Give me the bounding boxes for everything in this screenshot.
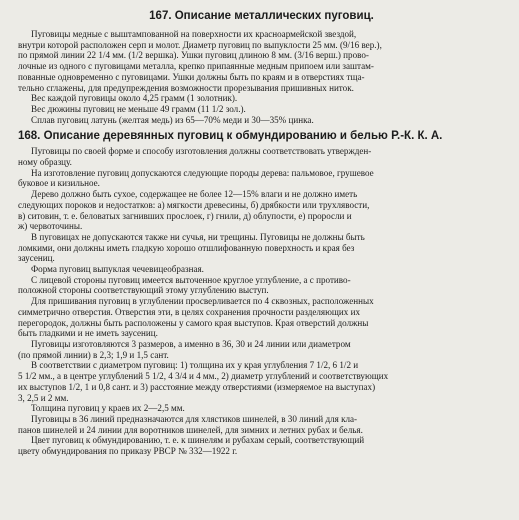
section-168-paragraph: В соответствии с диаметром пуговиц: 1) толщина их у края углубления 7 1/2, 6 1/2 и 5 1/2 мм., а в центре углублений 5 1/2, 4 3/4 и 4 мм., 2) диаметр углублений и соответствующих их выступов 1/2, 1 и 0,8 сант. и 3) расстояние между отверстиями (измеряемое на выступах) 3, 2,5 и 2 мм. — [18, 360, 389, 403]
section-167-paragraph: Сплав пуговиц латунь (желтая медь) из 65—70% меди и 30—35% цинка. — [31, 114, 314, 125]
section-168-paragraph: Цвет пуговиц к обмундированию, т. е. к шинелям и рубахам серый, соответствующий цвету обмундирования по приказу РВСР № 332—1922 г. — [18, 435, 365, 457]
section-168-paragraph: Для пришивания пуговиц в углублении просверливается по 4 сквозных, расположенных симметрично отверстия. Отверстия эти, в целях сохранения прочности разделяющих их перегородок, должны быть расположены у самого края выступов. Края отверстий должны быть гладкими и не иметь заусениц. — [18, 296, 374, 339]
section-167-paragraph: Вес дюжины пуговиц не меньше 49 грамм (11 1/2 зол.). — [31, 103, 246, 114]
section-168-paragraph: Дерево должно быть сухое, содержащее не более 12—15% влаги и не должно иметь следующих пороков и недостатков: а) мягкости древесины, б) дрябкости или трухлявости, в) ситовин, т. е. беловатых загнивших прослоек, г) гнили, д) облупости, е) проросли и ж) червоточины. — [18, 189, 370, 232]
section-168-paragraph: Форма пуговиц выпуклая чечевицеобразная. — [31, 264, 204, 275]
section-168-paragraph: Пуговицы по своей форме и способу изготовления должны соответствовать утвержден- ному образцу. — [18, 146, 372, 168]
section-167-title: 167. Описание металлических пуговиц. — [149, 10, 374, 22]
section-168-title: 168. Описание деревянных пуговиц к обмундированию и белью Р.-К. К. А. — [18, 130, 443, 143]
section-167-paragraph: Вес каждой пуговицы около 4,25 грамм (1 золотник). — [31, 93, 238, 104]
section-168-paragraph: Пуговицы в 36 линий предназначаются для хлястиков шинелей, в 30 линий для кла- панов шинелей и 24 линии для воротников шинелей, для зимних и летних рубах и белья. — [18, 413, 363, 435]
section-168-paragraph: Толщина пуговиц у краев их 2—2,5 мм. — [31, 403, 185, 414]
section-168-paragraph: Пуговицы изготовляются 3 размеров, а именно в 36, 30 и 24 линии или диаметром (по прямой линии) в 2,3; 1,9 и 1,5 сант. — [18, 338, 351, 360]
section-168-paragraph: С лицевой стороны пуговиц имеется выточенное круглое углубление, а с противо- положной стороны соответствующий этому углублению выступ. — [18, 274, 351, 296]
section-168-paragraph: В пуговицах не допускаются также ни сучья, ни трещины. Пуговицы не должны быть ломкими, они должны иметь гладкую хорошо отшлифованную поверхность и края без заусениц. — [18, 231, 365, 264]
section-168-paragraph: На изготовление пуговиц допускаются следующие породы дерева: пальмовое, грушевое буковое и кизильное. — [18, 167, 374, 189]
section-167-paragraph: Пуговицы медные с выштампованной на поверхности их красноармейской звездой, внутри которой расположен серп и молот. Диаметр пуговиц по выпуклости 25 мм. (9/16 вер.), по прямой линии 22 1/4 мм. (1/2 вершка). Ушки пуговиц длиною 8 мм. (3/16 верш.) прово- лочные из одного с пуговицами металла, крепко припаянные медным припоем или заштам- пованные одновременно с пуговицами. Ушки должны быть по краям и в отверстиях тща- тельно сглажены, для предупреждения возможности прорезывания пришивных ниток. — [18, 29, 382, 93]
